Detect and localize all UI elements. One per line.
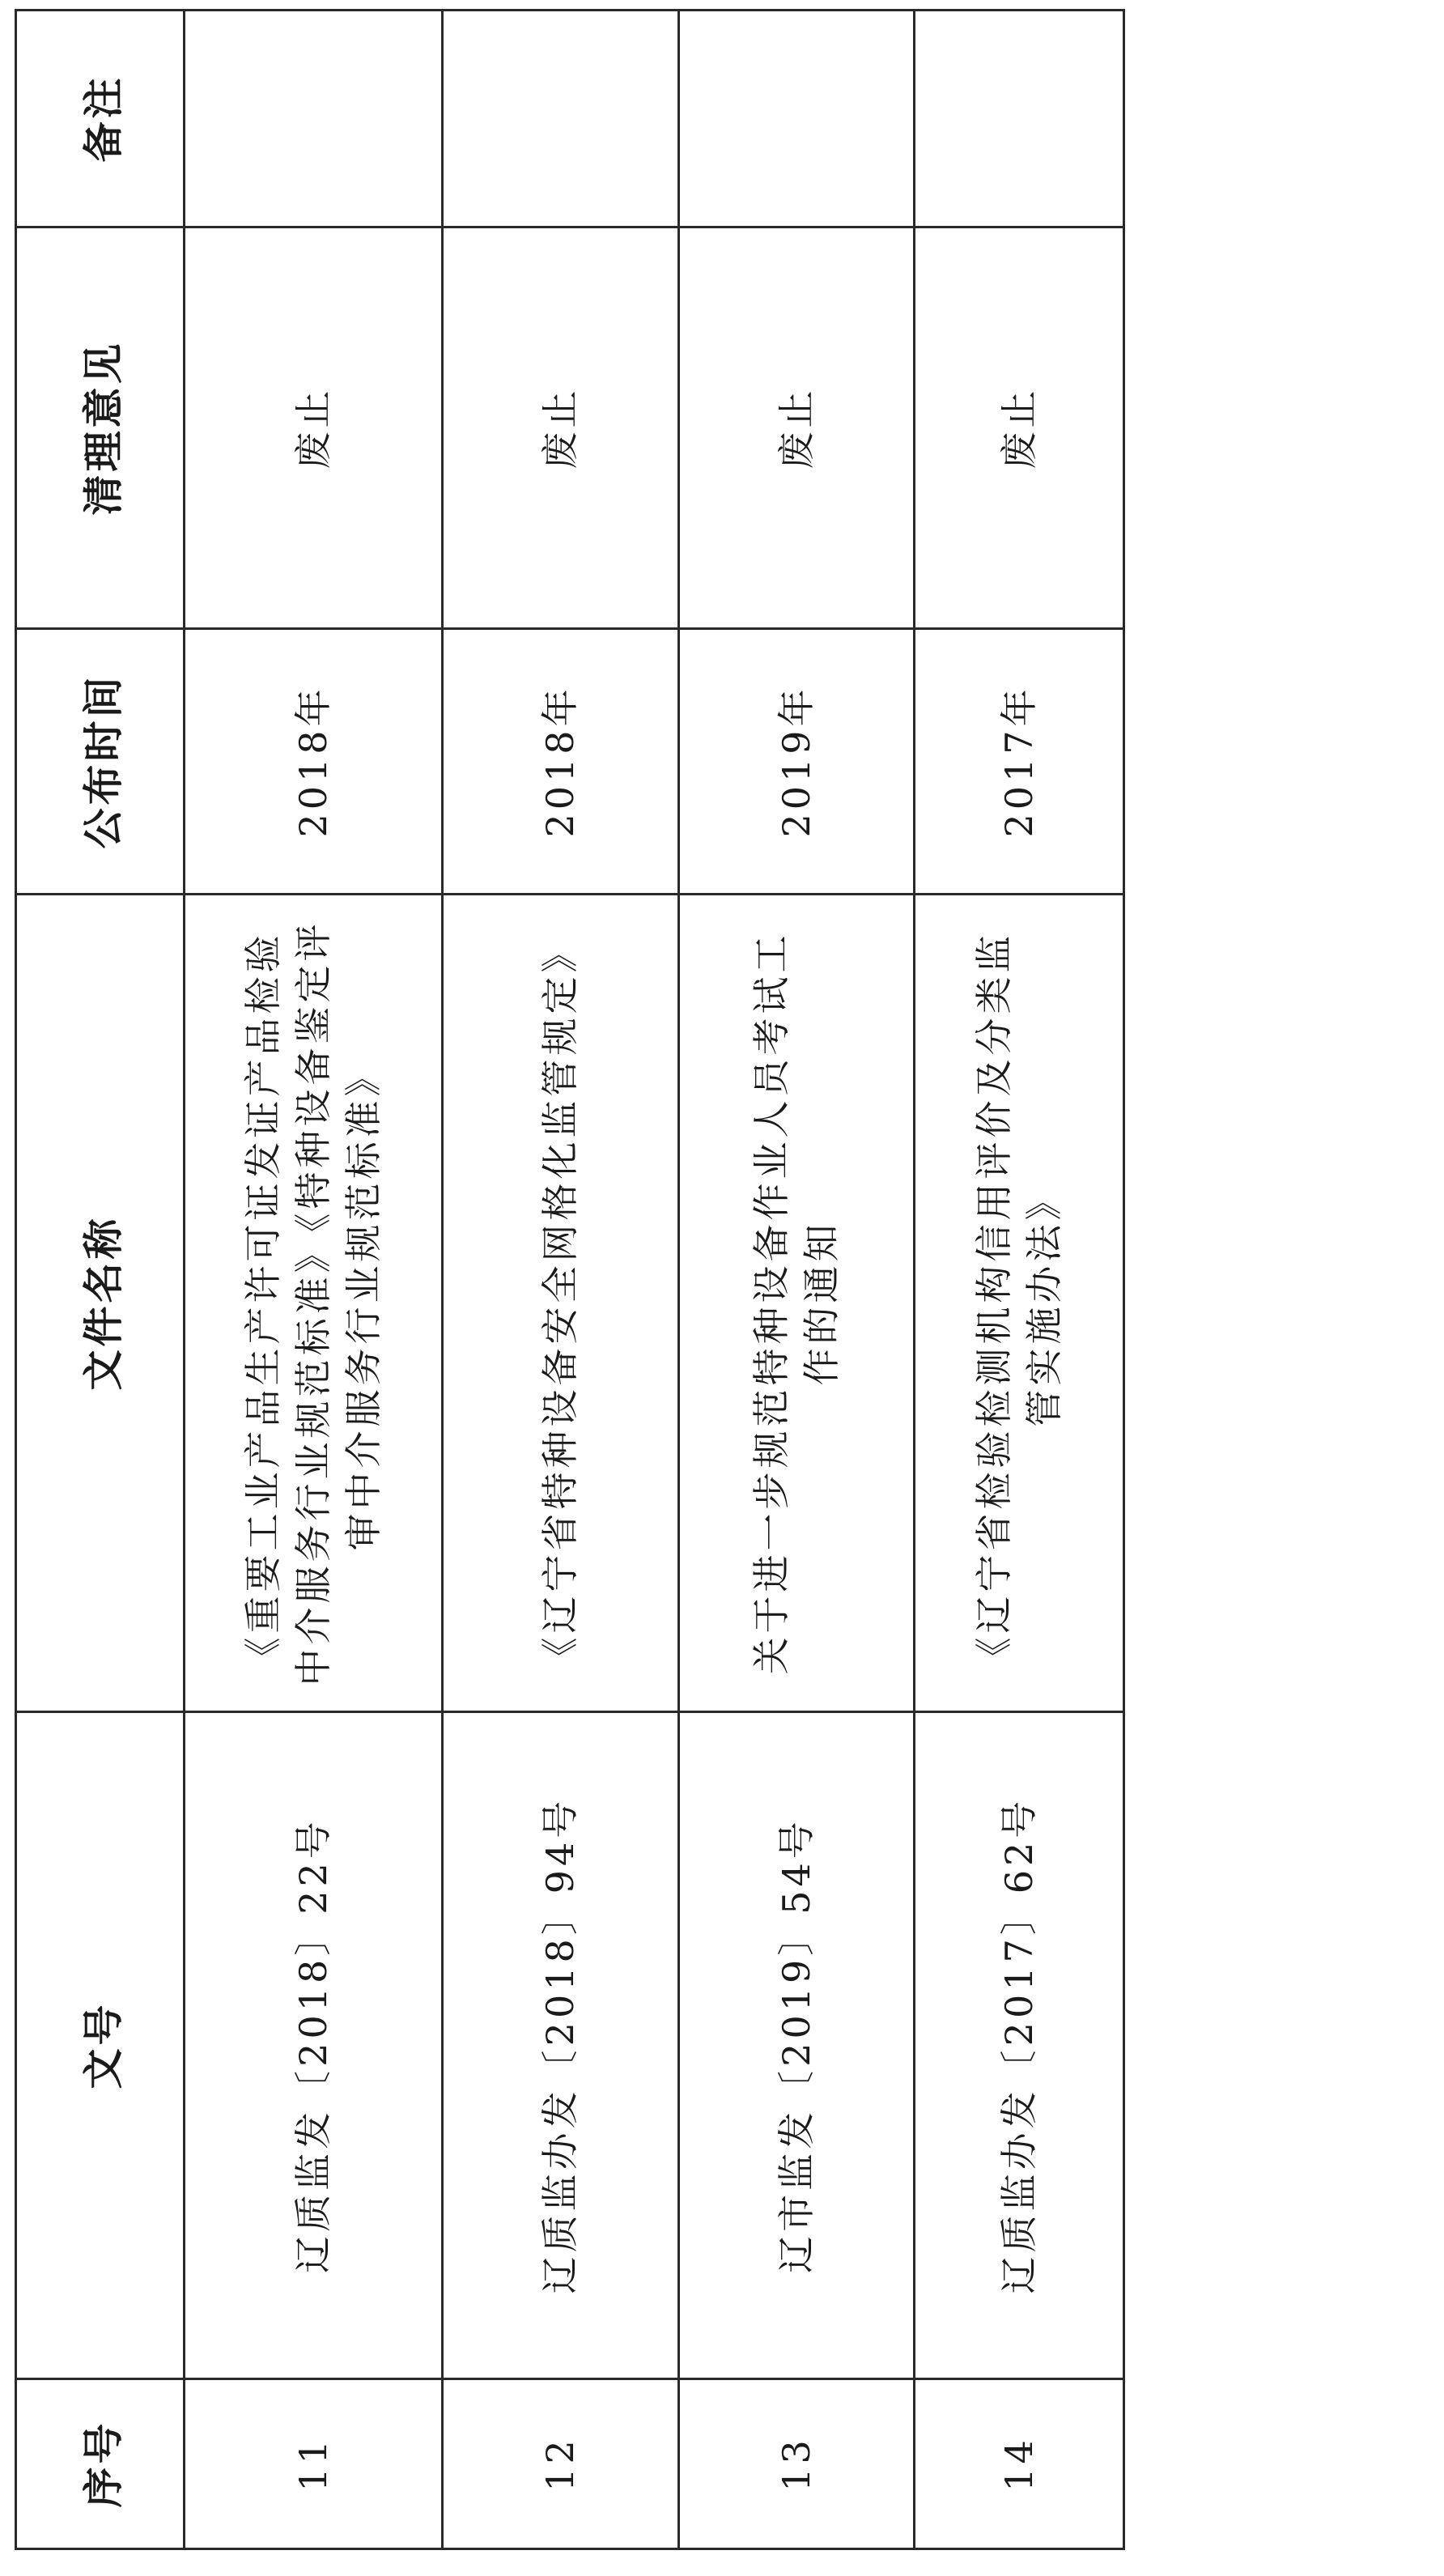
cell-publish-date: 2017年 xyxy=(915,629,1124,895)
cell-note xyxy=(915,11,1124,227)
cell-cleanup-opinion: 废止 xyxy=(185,227,443,629)
document-cleanup-table xyxy=(15,9,1125,2550)
cell-seq: 11 xyxy=(185,2379,443,2549)
cell-cleanup-opinion: 废止 xyxy=(915,227,1124,629)
cell-publish-date: 2019年 xyxy=(678,629,915,895)
header-seq: 序号 xyxy=(16,2379,185,2549)
table-row xyxy=(442,11,678,2549)
cell-doc-number: 辽质监发〔2018〕22号 xyxy=(185,1712,443,2379)
cell-cleanup-opinion: 废止 xyxy=(442,227,678,629)
cell-seq: 13 xyxy=(678,2379,915,2549)
cell-cleanup-opinion: 废止 xyxy=(678,227,915,629)
cell-publish-date: 2018年 xyxy=(185,629,443,895)
cell-seq: 14 xyxy=(915,2379,1124,2549)
cell-doc-name: 关于进一步规范特种设备作业人员考试工作的通知 xyxy=(678,895,915,1712)
table-row xyxy=(185,11,443,2549)
cell-doc-name: 《辽宁省检验检测机构信用评价及分类监管实施办法》 xyxy=(915,895,1124,1712)
cell-seq: 12 xyxy=(442,2379,678,2549)
cell-publish-date: 2018年 xyxy=(442,629,678,895)
header-cleanup-opinion: 清理意见 xyxy=(16,227,185,629)
table-row xyxy=(678,11,915,2549)
header-note: 备注 xyxy=(16,11,185,227)
header-doc-name: 文件名称 xyxy=(16,895,185,1712)
header-doc-number: 文号 xyxy=(16,1712,185,2379)
cell-doc-name: 《重要工业产品生产许可证发证产品检验中介服务行业规范标准》《特种设备鉴定评审中介服务行业规范标准》 xyxy=(185,895,443,1712)
cell-note xyxy=(678,11,915,227)
cell-doc-number: 辽市监发〔2019〕54号 xyxy=(678,1712,915,2379)
cell-doc-number: 辽质监办发〔2018〕94号 xyxy=(442,1712,678,2379)
cell-doc-number: 辽质监办发〔2017〕62号 xyxy=(915,1712,1124,2379)
table-row xyxy=(915,11,1124,2549)
cell-note xyxy=(442,11,678,227)
cell-doc-name: 《辽宁省特种设备安全网格化监管规定》 xyxy=(442,895,678,1712)
cell-note xyxy=(185,11,443,227)
header-publish-date: 公布时间 xyxy=(16,629,185,895)
table-header-row xyxy=(16,11,185,2549)
